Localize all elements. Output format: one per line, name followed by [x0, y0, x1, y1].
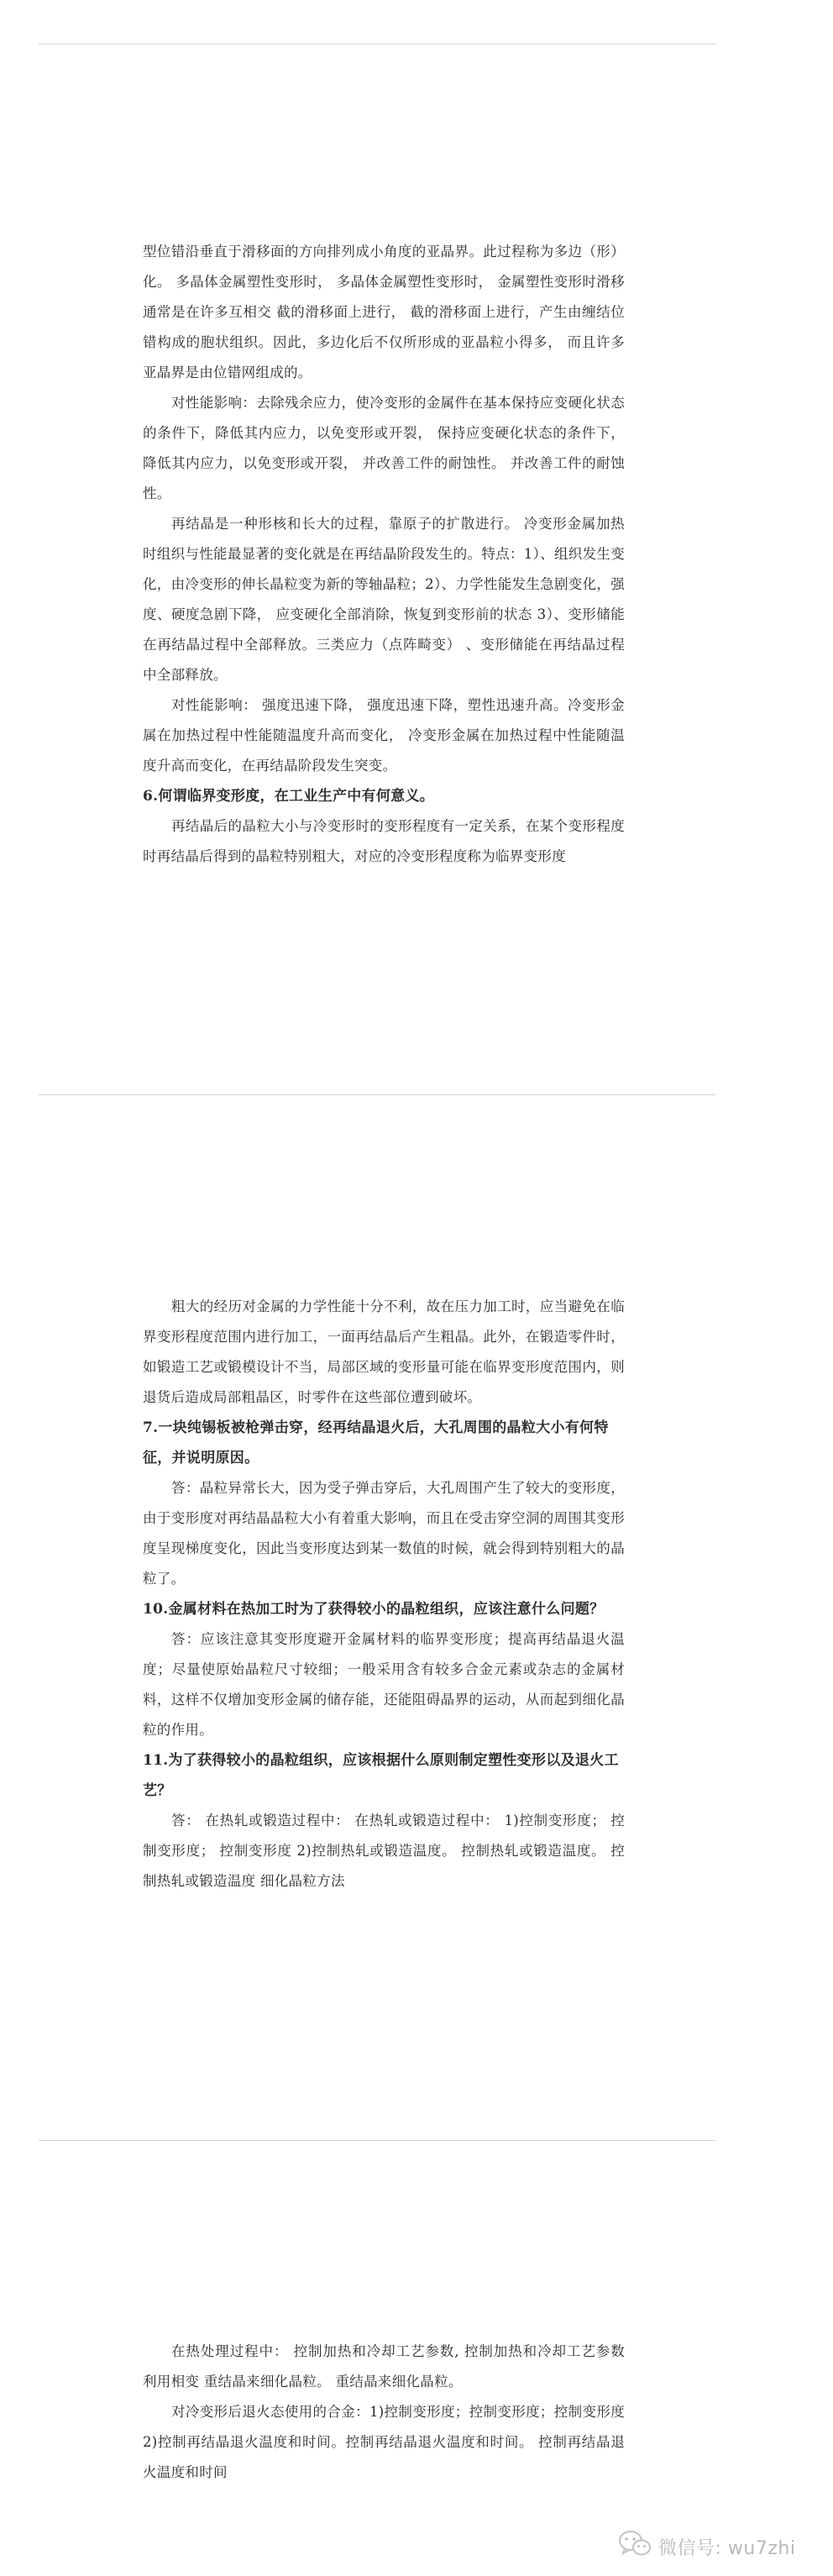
question-heading: 6.何谓临界变形度，在工业生产中有何意义。: [143, 788, 435, 805]
page-divider-2: [39, 2140, 715, 2141]
question-heading: 7.一块纯锡板被枪弹击穿，经再结晶退火后，大孔周围的晶粒大小有何特征，并说明原因。: [143, 1419, 609, 1466]
paragraph: 答： 在热轧或锻造过程中： 在热轧或锻造过程中： 1)控制变形度； 控制变形度； 控制变形度 2)控制热轧或锻造温度。 控制热轧或锻造温度。 控制热轧或锻造温度 细化晶粒方法: [143, 1813, 625, 1889]
paragraph: 在热处理过程中： 控制加热和冷却工艺参数, 控制加热和冷却工艺参数 利用相变 重结晶来细化晶粒。 重结晶来细化晶粒。: [143, 2343, 625, 2390]
paragraph: 答：晶粒异常长大，因为受子弹击穿后，大孔周围产生了较大的变形度，由于变形度对再结晶晶粒大小有着重大影响，而且在受击穿空洞的周围其变形度呈现梯度变化，因此当变形度达到某一数值的时候，就会得到特别粗大的晶粒了。: [143, 1480, 625, 1587]
page-3-text: [143, 2337, 625, 2488]
question-heading: 10.金属材料在热加工时为了获得较小的晶粒组织，应该注意什么问题？: [143, 1601, 605, 1618]
question-heading: 11.为了获得较小的晶粒组织，应该根据什么原则制定塑性变形以及退火工艺？: [143, 1752, 619, 1799]
paragraph: 对性能影响：去除残余应力，使冷变形的金属件在基本保持应变硬化状态的条件下，降低其内应力，以免变形或开裂， 保持应变硬化状态的条件下，降低其内应力，以免变形或开裂， 并改善工件的耐蚀性。 并改善工件的耐蚀性。: [143, 395, 625, 501]
paragraph: 粗大的经历对金属的力学性能十分不利，故在压力加工时，应当避免在临界变形程度范围内进行加工，一面再结晶后产生粗晶。此外，在锻造零件时，如锻造工艺或锻模设计不当，局部区域的变形量可能在临界变形度范围内，则退货后造成局部粗晶区，时零件在这些部位遭到破坏。: [143, 1298, 625, 1405]
page-divider-top: [39, 44, 715, 45]
paragraph: 答：应该注意其变形度避开金属材料的临界变形度；提高再结晶退火温度；尽量使原始晶粒尺寸较细；一般采用含有较多合金元素或杂志的金属材料，这样不仅增加变形金属的储存能，还能阻碍晶界的运动，从而起到细化晶粒的作用。: [143, 1631, 625, 1738]
page-divider-1: [39, 1094, 715, 1095]
watermark-text: 微信号: wu7zhi: [658, 2537, 796, 2559]
wechat-icon: [618, 2530, 652, 2563]
paragraph: 对冷变形后退火态使用的合金：1)控制变形度；控制变形度；控制变形度 2)控制再结晶退火温度和时间。控制再结晶退火温度和时间。 控制再结晶退火温度和时间: [143, 2404, 625, 2480]
paragraph: 再结晶后的晶粒大小与冷变形时的变形程度有一定关系，在某个变形程度时再结晶后得到的晶粒特别粗大，对应的冷变形程度称为临界变形度: [143, 818, 625, 864]
paragraph: 再结晶是一种形核和长大的过程，靠原子的扩散进行。 冷变形金属加热时组织与性能最显著的变化就是在再结晶阶段发生的。特点：1）、组织发生变化，由冷变形的伸长晶粒变为新的等轴晶粒；2）、力学性能发生急剧变化，强度、硬度急剧下降， 应变硬化全部消除，恢复到变形前的状态 3）、变形储能在再结晶过程中全部释放。三类应力（点阵畸变） 、变形储能在再结晶过程中全部释放。: [143, 516, 625, 683]
watermark: [618, 2530, 795, 2563]
paragraph: 型位错沿垂直于滑移面的方向排列成小角度的亚晶界。此过程称为多边（形）化。 多晶体金属塑性变形时， 多晶体金属塑性变形时， 金属塑性变形时滑移通常是在许多互相交 截的滑移面上进行， 截的滑移面上进行，产生由缠结位错构成的胞状组织。因此，多边化后不仅所形成的亚晶粒小得多， 而且许多亚晶界是由位错网组成的。: [143, 244, 625, 380]
page-2-text: [143, 1292, 625, 1897]
page-1-text: [143, 237, 625, 872]
paragraph: 对性能影响： 强度迅速下降， 强度迅速下降，塑性迅速升高。冷变形金属在加热过程中性能随温度升高而变化， 冷变形金属在加热过程中性能随温度升高而变化，在再结晶阶段发生突变。: [143, 697, 625, 774]
